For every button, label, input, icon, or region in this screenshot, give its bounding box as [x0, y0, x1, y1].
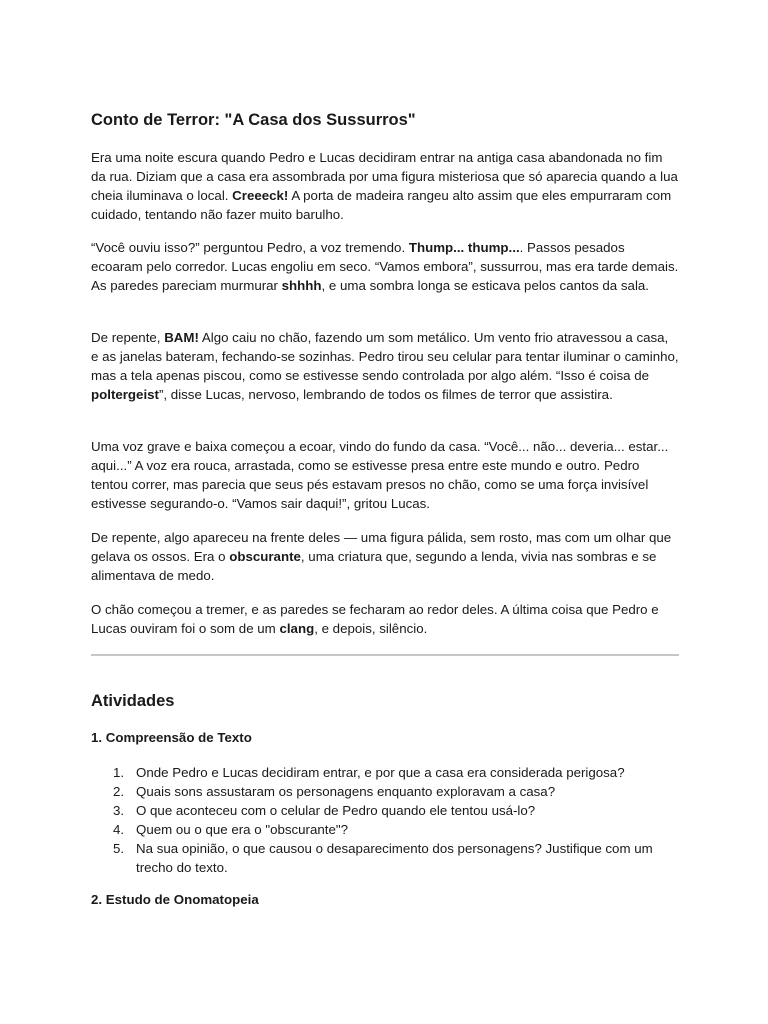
paragraph-text: , uma criatura que, segundo a lenda, vivia nas sombras e se alimentava de medo.	[91, 549, 657, 583]
story-paragraph-2	[91, 238, 679, 295]
onomatopoeia-thump: Thump... thump...	[408, 240, 520, 255]
paragraph-text: . Passos pesados ecoaram pelo corredor. Lucas engoliu em seco. “Vamos embora”, sussurrou, mas era tarde demais. As paredes pareciam murmurar	[91, 240, 679, 293]
paragraph-text: Uma voz grave e baixa começou a ecoar, vindo do fundo da casa. “Você... não... deveria... estar... aqui...” A voz era rouca, arrastada, como se estivesse presa entre este mundo e outro. Pedro tentou correr, mas parecia que seus pés estavam presos no chão, como se uma força invisível estivesse segurando-o. “Vamos sair daqui!”, gritou Lucas.	[91, 439, 669, 511]
question-text: Quem ou o que era o "obscurante"?	[136, 822, 348, 837]
question-number: 4.	[113, 822, 125, 837]
question-text: Onde Pedro e Lucas decidiram entrar, e por que a casa era considerada perigosa?	[136, 765, 625, 780]
question-number: 3.	[113, 803, 125, 818]
question-item	[91, 839, 679, 877]
onomatopoeia-clang: clang	[279, 621, 315, 636]
section-onomatopoeia-heading: 2. Estudo de Onomatopeia	[91, 892, 259, 907]
paragraph-text: ”, disse Lucas, nervoso, lembrando de todos os filmes de terror que assistira.	[158, 387, 613, 402]
keyword-obscurante: obscurante	[229, 549, 301, 564]
paragraph-text: , e depois, silêncio.	[314, 621, 428, 636]
onomatopoeia-bam: BAM!	[164, 330, 199, 345]
story-paragraph-3	[91, 328, 679, 404]
story-title: Conto de Terror: "A Casa dos Sussurros"	[91, 111, 416, 129]
question-text: O que aconteceu com o celular de Pedro quando ele tentou usá-lo?	[136, 803, 536, 818]
paragraph-text: , e uma sombra longa se esticava pelos cantos da sala.	[321, 278, 649, 293]
question-number: 5.	[113, 841, 125, 856]
question-item	[91, 763, 679, 782]
onomatopoeia-shhhh: shhhh	[281, 278, 322, 293]
paragraph-text: De repente,	[91, 330, 165, 345]
question-item	[91, 801, 679, 820]
paragraph-text: Era uma noite escura quando Pedro e Lucas decidiram entrar na antiga casa abandonada no fim da rua. Diziam que a casa era assombrada por uma figura misteriosa que só aparecia quando a lua cheia iluminava o local.	[91, 150, 678, 203]
question-item	[91, 782, 679, 801]
horizontal-divider	[91, 654, 679, 656]
question-item	[91, 820, 679, 839]
paragraph-text: A porta de madeira rangeu alto assim que eles empurraram com cuidado, tentando não fazer muito barulho.	[91, 188, 672, 222]
story-paragraph-4	[91, 437, 679, 513]
question-number: 2.	[113, 784, 125, 799]
activities-heading: Atividades	[91, 692, 175, 710]
story-paragraph-5	[91, 528, 679, 585]
paragraph-text: Algo caiu no chão, fazendo um som metálico. Um vento frio atravessou a casa, e as janelas bateram, fechando-se sozinhas. Pedro tirou seu celular para tentar iluminar o caminho, mas a tela apenas piscou, como se estivesse sendo controlada por algo além. “Isso é coisa de	[91, 330, 679, 383]
paragraph-text: De repente, algo apareceu na frente deles — uma figura pálida, sem rosto, mas com um olhar que gelava os ossos. Era o	[91, 530, 672, 564]
keyword-poltergeist: poltergeist	[91, 387, 159, 402]
question-text: Quais sons assustaram os personagens enquanto exploravam a casa?	[136, 784, 556, 799]
onomatopoeia-creeeck: Creeeck!	[232, 188, 289, 203]
paragraph-text: “Você ouviu isso?” perguntou Pedro, a voz tremendo.	[91, 240, 409, 255]
question-text: Na sua opinião, o que causou o desaparecimento dos personagens? Justifique com um trecho do texto.	[136, 841, 653, 875]
question-number: 1.	[113, 765, 125, 780]
comprehension-question-list	[91, 763, 679, 877]
story-paragraph-6	[91, 600, 679, 638]
story-paragraph-1	[91, 148, 679, 224]
section-comprehension-heading: 1. Compreensão de Texto	[91, 730, 252, 745]
paragraph-text: O chão começou a tremer, e as paredes se fecharam ao redor deles. A última coisa que Pedro e Lucas ouviram foi o som de um	[91, 602, 659, 636]
